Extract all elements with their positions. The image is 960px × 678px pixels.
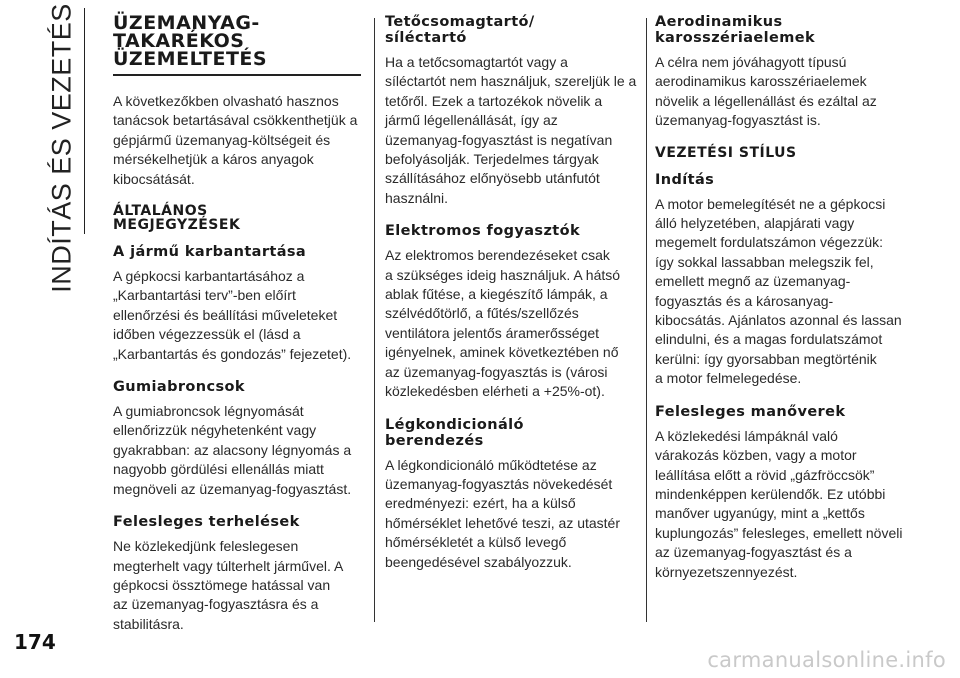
intro-paragraph: A következőkben olvasható hasznos tanácsok betartásával csökkenthetjük a gépjármű üzemanyag-költségeit és mérsékelhetjük a káros anyagok kibocsátását.	[113, 93, 358, 187]
chapter-side-title: INDÍTÁS ÉS VEZETÉS	[46, 3, 77, 293]
paragraph-tyres: A gumiabroncsok légnyomását ellenőrizzük négyhetenként vagy gyakrabban: az alacsony légnyomás a nagyobb gördülési ellenállás miatt megnöveli az üzemanyag-fogyasztást.	[113, 403, 352, 497]
paragraph-aerodynamic: A célra nem jóváhagyott típusú aerodinamikus karosszériaelemek növelik a légellenállást és ezáltal az üzemanyag-fogyasztást is.	[655, 54, 877, 129]
heading-manoeuvres: Felesleges manőverek	[655, 403, 846, 420]
heading-loads: Felesleges terhelések	[113, 514, 300, 531]
heading-maintenance: A jármű karbantartása	[113, 244, 307, 261]
heading-aerodynamic: Aerodinamikus karosszériaelemek	[655, 14, 816, 46]
title-underline	[113, 74, 361, 76]
column-2	[385, 14, 647, 587]
heading-electrical: Elektromos fogyasztók	[385, 223, 581, 240]
heading-tyres: Gumiabroncsok	[113, 379, 245, 396]
side-divider	[84, 8, 85, 234]
heading-air-conditioning: Légkondicionáló berendezés	[385, 416, 524, 449]
main-title: ÜZEMANYAG- TAKARÉKOS ÜZEMELTETÉS	[113, 12, 268, 70]
paragraph-electrical: Az elektromos berendezéseket csak a szükséges ideig használjuk. A hátsó ablak fűtése, a kiegészítő lámpák, a szélvédőtörlő, a fűtés/szellőzés ventilátora jelentős áramerősséget igényelnek, aminek következtében nő az üzemanyag-fogyasztás is (városi közlekedésben elérheti a +25%-ot).	[385, 247, 621, 400]
paragraph-roof-rack: Ha a tetőcsomagtartót vagy a síléctartót nem használjuk, szereljük le a tetőről. Ezek a tartozékok növelik a jármű légellenállását, így az üzemanyag-fogyasztást is negatívan befolyásolják. Terjedelmes tárgyak szállításához előnyösebb utánfutót használni.	[385, 54, 637, 206]
paragraph-maintenance: A gépkocsi karbantartásához a „Karbantartási terv”-ben előírt ellenőrzési és beállítási műveleteket időben végezzessük el (lásd a „Karbantartás és gondozás” fejezetet).	[113, 268, 352, 362]
paragraph-air-conditioning: A légkondicionáló működtetése az üzemanyag-fogyasztás növekedését eredményezi: ezért, ha a külső hőmérséklet lehetővé teszi, az utastér hőmérsékletét a külső levegő beengedésével szabályozzuk.	[385, 456, 621, 570]
column-divider-1	[374, 18, 375, 622]
heading-roof-rack: Tetőcsomagtartó/ síléctartó	[385, 14, 535, 46]
column-1	[113, 14, 369, 649]
paragraph-loads: Ne közlekedjünk feleslegesen megterhelt vagy túlterhelt járművel. A gépkocsi össztömege hatással van az üzemanyag-fogyasztásra és a stabilitásra.	[113, 538, 344, 632]
paragraph-starting: A motor bemelegítését ne a gépkocsi álló helyzetében, alapjárati vagy megemelt fordulatszámon végezzük: így sokkal lassabban melegszik fel, emellett megnő az üzemanyag- fogyasztás és a károsanyag- kibocsátás. Ajánlatos azonnal és lassan elindulni, és a magas fordulatszámot kerülni: így gyorsabban megtörténik a motor felmelegedése.	[655, 195, 902, 387]
watermark: carmanualsonline.info	[707, 648, 946, 672]
page-number: 174	[14, 630, 56, 654]
section-heading-general: ÁLTALÁNOS MEGJEGYZÉSEK	[113, 203, 241, 234]
column-3	[655, 14, 911, 597]
heading-starting: Indítás	[655, 171, 715, 188]
section-heading-driving-style: VEZETÉSI STÍLUS	[655, 144, 797, 161]
paragraph-manoeuvres: A közlekedési lámpáknál való várakozás közben, vagy a motor leállítása előtt a rövid „gázfröccsök” mindenképpen kerülendők. Ez utóbbi manőver ugyanúgy, mint a „kettős kuplungozás” felesleges, emellett növeli az üzemanyag-fogyasztást és a környezetszennyezést.	[655, 427, 903, 580]
